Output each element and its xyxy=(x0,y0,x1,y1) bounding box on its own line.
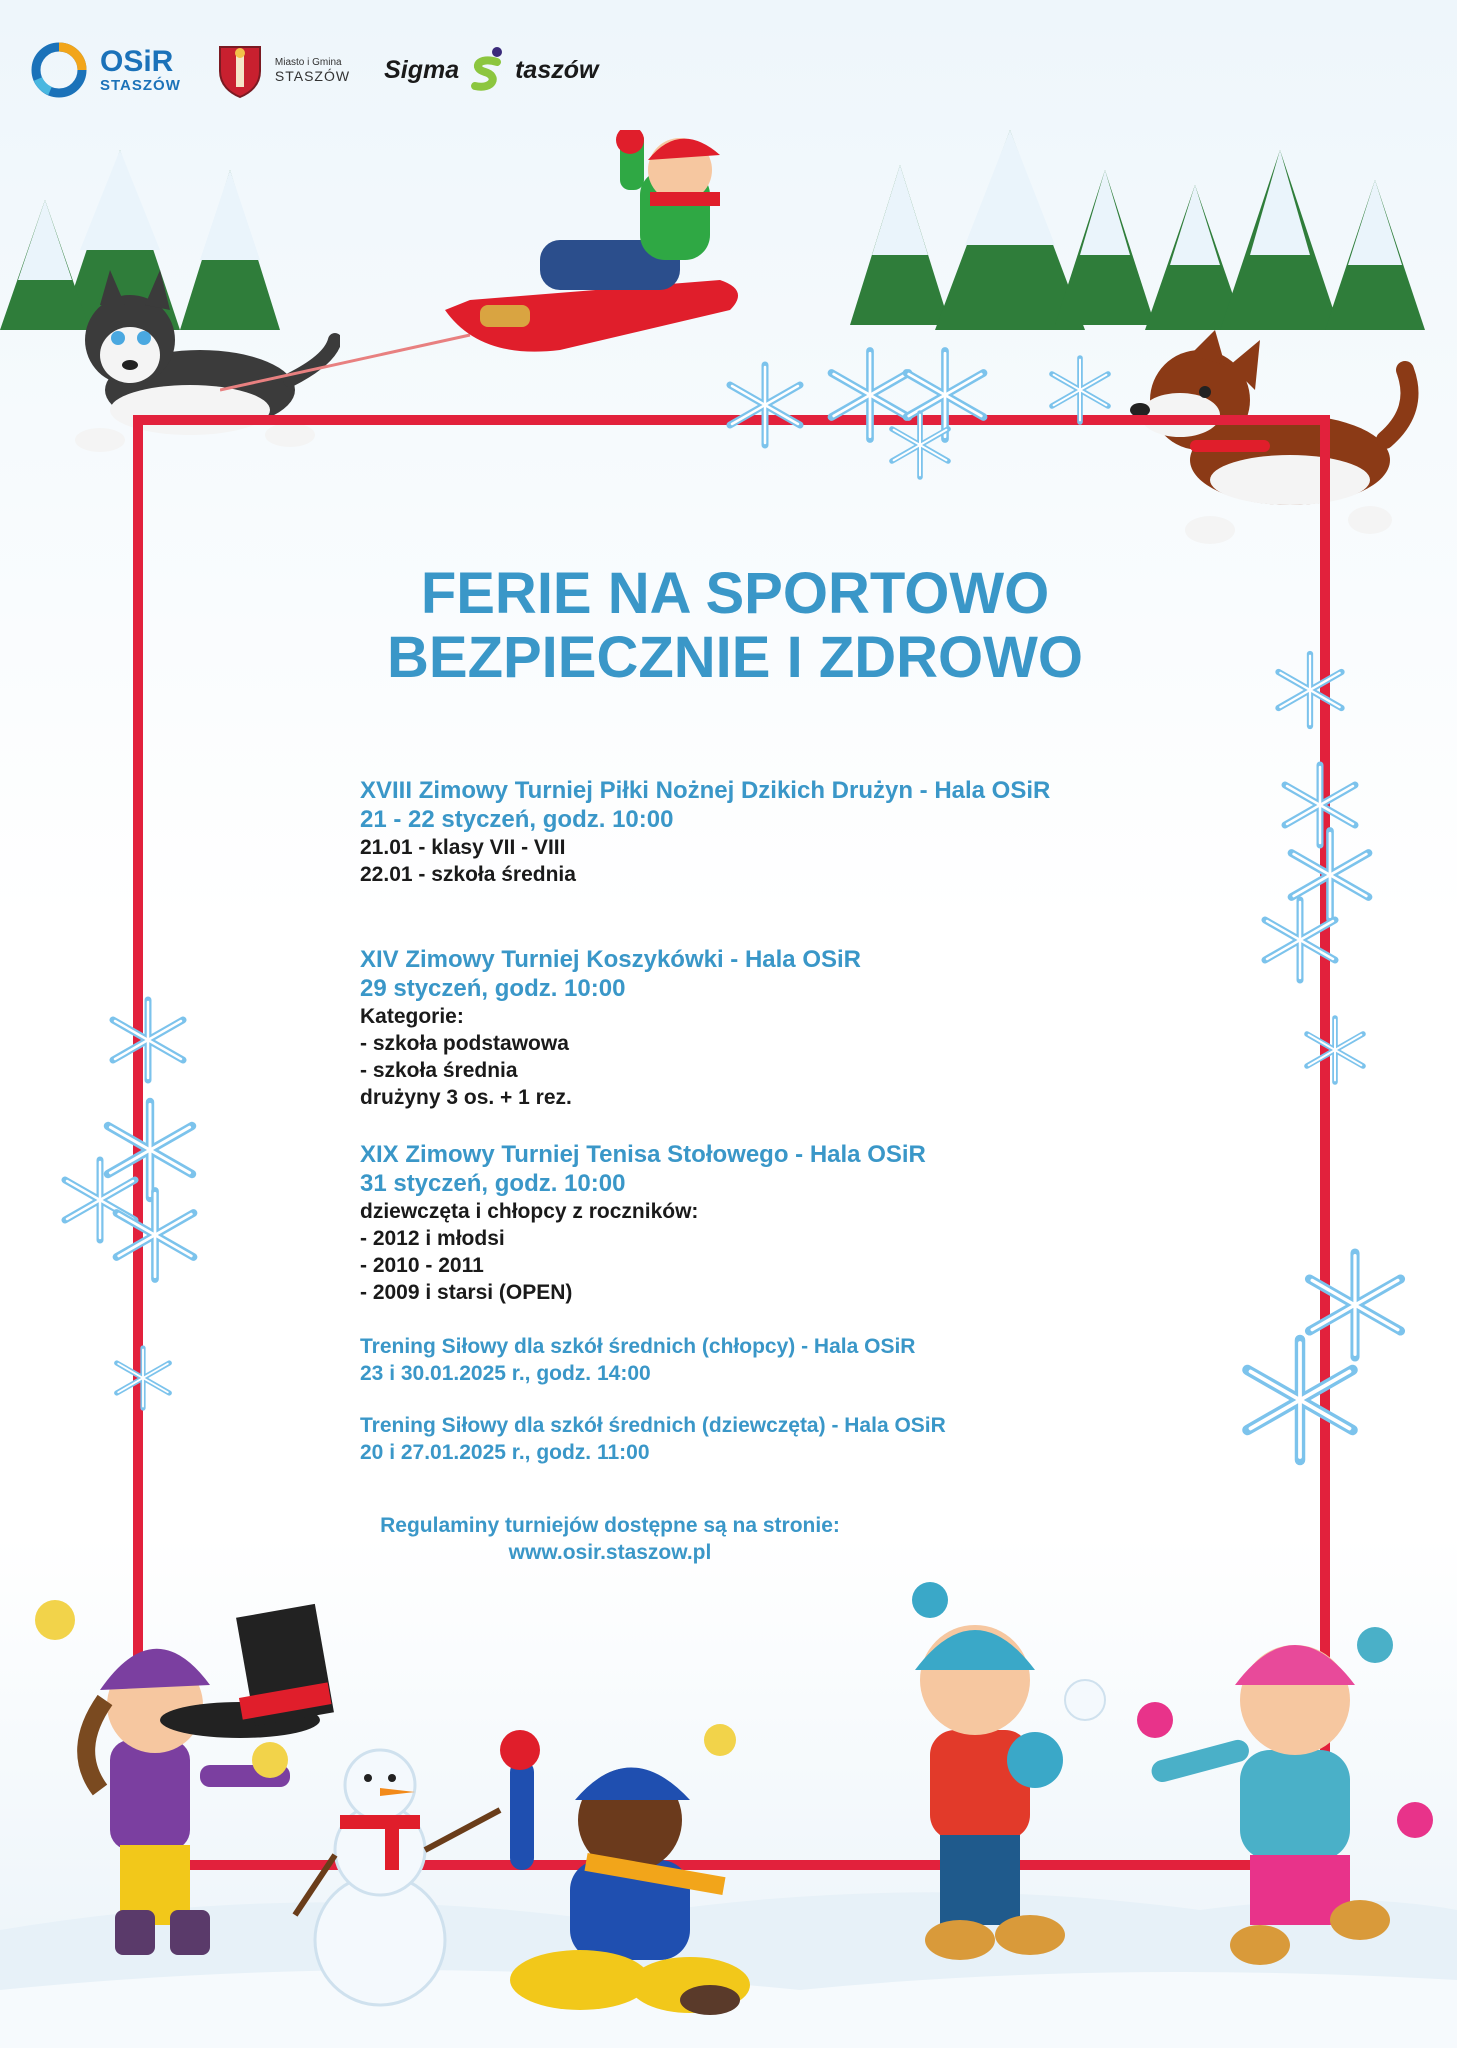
event-date: 21 - 22 styczeń, godz. 10:00 xyxy=(360,806,674,833)
event-detail: dziewczęta i chłopcy z roczników: xyxy=(360,1200,699,1223)
title-line-1: FERIE NA SPORTOWO xyxy=(420,561,1050,626)
event-date: 29 styczeń, godz. 10:00 xyxy=(360,975,626,1002)
event-detail: - szkoła podstawowa xyxy=(360,1032,569,1055)
event-list xyxy=(360,776,1160,1466)
event-football xyxy=(360,776,1160,888)
rules-note xyxy=(270,1512,950,1566)
sigma-logo-subtext: taszów xyxy=(515,55,599,84)
rules-note-text: Regulaminy turniejów dostępne są na stronie: xyxy=(380,1514,840,1537)
event-strength-boys xyxy=(360,1333,1160,1387)
event-heading: Trening Siłowy dla szkół średnich (dziewczęta) - Hala OSiR xyxy=(360,1414,946,1437)
event-detail: drużyny 3 os. + 1 rez. xyxy=(360,1086,572,1109)
event-detail: Kategorie: xyxy=(360,1005,464,1028)
event-date: 20 i 27.01.2025 r., godz. 11:00 xyxy=(360,1441,650,1464)
osir-logo-text: OSiR xyxy=(100,44,174,78)
snowball-boy-illustration xyxy=(860,1580,1120,1980)
event-detail: 22.01 - szkoła średnia xyxy=(360,863,576,886)
event-date: 31 styczeń, godz. 10:00 xyxy=(360,1170,626,1197)
title-line-2: BEZPIECZNIE I ZDROWO xyxy=(387,625,1083,690)
event-table-tennis xyxy=(360,1140,1160,1306)
event-heading: XIX Zimowy Turniej Tenisa Stołowego - Hala OSiR xyxy=(360,1141,926,1168)
page-title xyxy=(270,562,1200,690)
event-heading: XVIII Zimowy Turniej Piłki Nożnej Dzikich Drużyn - Hala OSiR xyxy=(360,777,1051,804)
event-strength-girls xyxy=(360,1412,1160,1466)
website-link[interactable]: www.osir.staszow.pl xyxy=(508,1541,712,1564)
girl-in-pink-illustration xyxy=(1130,1600,1450,1980)
gmina-logo-small: Miasto i Gmina xyxy=(274,56,342,68)
snowman-illustration xyxy=(290,1740,510,2010)
event-detail: - 2010 - 2011 xyxy=(360,1254,484,1277)
event-detail: - 2012 i młodsi xyxy=(360,1227,505,1250)
event-basketball xyxy=(360,945,1160,1111)
sitting-boy-illustration xyxy=(490,1720,780,2020)
event-detail: 21.01 - klasy VII - VIII xyxy=(360,836,566,859)
sigma-logo-text: Sigma xyxy=(384,55,460,84)
event-heading: XIV Zimowy Turniej Koszykówki - Hala OSiR xyxy=(360,946,861,973)
osir-logo-subtext: STASZÓW xyxy=(100,76,181,94)
event-detail: - 2009 i starsi (OPEN) xyxy=(360,1281,573,1304)
gmina-logo-big: STASZÓW xyxy=(274,67,351,84)
event-heading: Trening Siłowy dla szkół średnich (chłopcy) - Hala OSiR xyxy=(360,1335,916,1358)
event-detail: - szkoła średnia xyxy=(360,1059,518,1082)
event-date: 23 i 30.01.2025 r., godz. 14:00 xyxy=(360,1362,651,1385)
